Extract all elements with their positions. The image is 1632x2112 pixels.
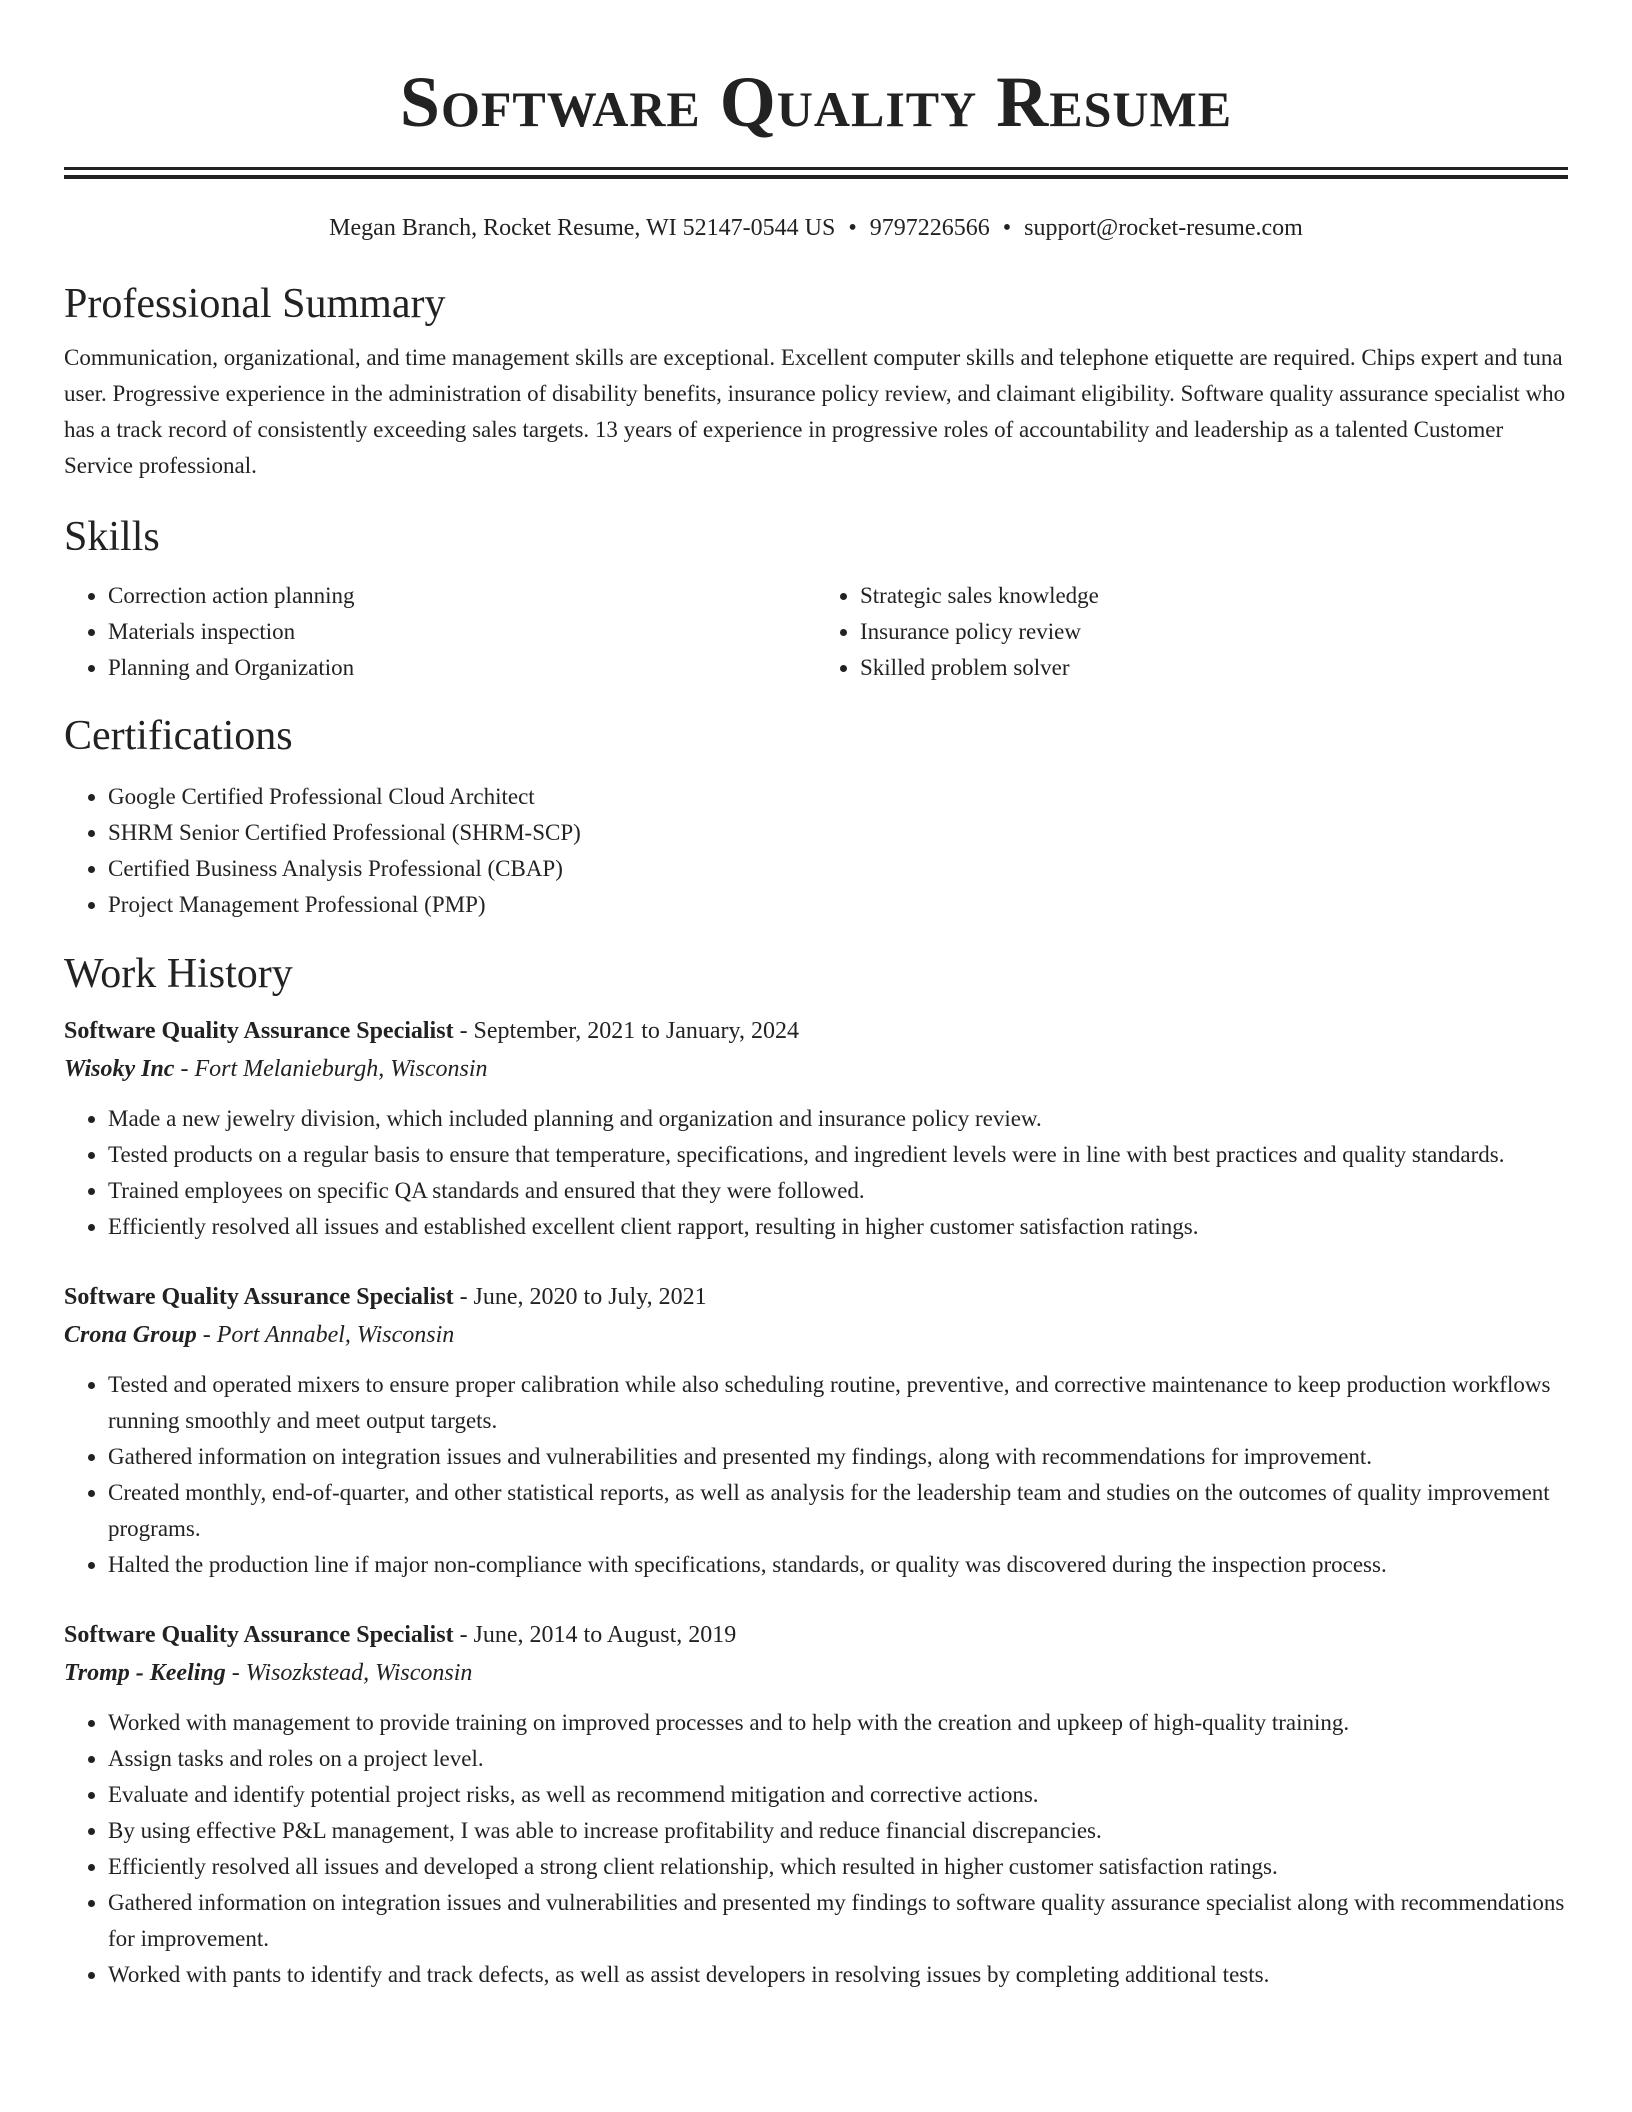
job-bullet: • Tested products on a regular basis to ensure that temperature, specifications, and ingredient levels were in line with best practices and quality standards. — [108, 1137, 1568, 1173]
job-header — [64, 1279, 1568, 1315]
summary-heading: Professional Summary — [64, 281, 446, 327]
work-history-section — [64, 949, 1568, 1993]
job-header — [64, 1013, 1568, 1049]
job-bullets — [64, 1101, 1568, 1245]
company-name: Tromp - Keeling — [64, 1660, 226, 1686]
job-bullet: • By using effective P&L management, I was able to increase profitability and reduce financial discrepancies. — [108, 1813, 1568, 1849]
certification-item: • SHRM Senior Certified Professional (SHRM-SCP) — [108, 815, 1568, 851]
job-entry — [64, 1013, 1568, 1279]
job-title: Software Quality Assurance Specialist — [64, 1622, 454, 1648]
certification-item: • Project Management Professional (PMP) — [108, 887, 1568, 923]
job-entry — [64, 1617, 1568, 1993]
job-title: Software Quality Assurance Specialist — [64, 1018, 454, 1044]
job-dates: - September, 2021 to January, 2024 — [453, 1018, 799, 1044]
job-dates: - June, 2014 to August, 2019 — [453, 1622, 737, 1648]
job-bullet: • Tested and operated mixers to ensure proper calibration while also scheduling routine, preventive, and corrective maintenance to keep production workflows running smoothly and meet output targets. — [108, 1367, 1568, 1439]
certification-item: • Certified Business Analysis Professional (CBAP) — [108, 851, 1568, 887]
skill-item: • Strategic sales knowledge — [860, 578, 1568, 614]
skill-item: • Insurance policy review — [860, 614, 1568, 650]
skills-list-left — [64, 578, 816, 686]
company-location: - Wisozkstead, Wisconsin — [225, 1660, 473, 1686]
company-line — [64, 1049, 1568, 1089]
skills-list-right — [816, 578, 1568, 686]
job-bullet: • Gathered information on integration issues and vulnerabilities and presented my findings, along with recommendations for improvement. — [108, 1439, 1568, 1475]
company-location: - Fort Melanieburgh, Wisconsin — [174, 1056, 488, 1082]
skills-heading: Skills — [64, 514, 160, 560]
job-bullet: • Worked with management to provide training on improved processes and to help with the creation and upkeep of high-quality training. — [108, 1705, 1568, 1741]
job-bullet: • Worked with pants to identify and track defects, as well as assist developers in resolving issues by completing additional tests. — [108, 1957, 1568, 1993]
skills-section — [64, 512, 1568, 686]
skill-item: • Materials inspection — [108, 614, 816, 650]
contact-phone: 9797226566 — [869, 215, 990, 241]
company-line — [64, 1315, 1568, 1355]
title-divider-bottom — [64, 175, 1568, 179]
job-header — [64, 1617, 1568, 1653]
contact-address: Megan Branch, Rocket Resume, WI 52147-0544 US — [329, 215, 836, 241]
job-spacer — [64, 1245, 1568, 1279]
company-line — [64, 1653, 1568, 1693]
company-location: - Port Annabel, Wisconsin — [196, 1322, 455, 1348]
contact-separator: • — [848, 215, 857, 241]
summary-section — [64, 279, 1568, 484]
certifications-section — [64, 711, 1568, 923]
job-bullet: • Assign tasks and roles on a project level. — [108, 1741, 1568, 1777]
skill-item: • Skilled problem solver — [860, 650, 1568, 686]
summary-text: Communication, organizational, and time management skills are exceptional. Excellent computer skills and telephone etiquette are required. Chips expert and tuna user. Progressive experience in the administration of disability benefits, insurance policy review, and claimant eligibility. Software quality assurance specialist who has a track record of consistently exceeding sales targets. 13 years of experience in progressive roles of accountability and leadership as a talented Customer Service professional. — [64, 345, 1566, 478]
contact-line — [64, 213, 1568, 243]
job-spacer — [64, 1583, 1568, 1617]
job-bullet: • Gathered information on integration issues and vulnerabilities and presented my findings to software quality assurance specialist along with recommendations for improvement. — [108, 1885, 1568, 1957]
certification-item: • Google Certified Professional Cloud Architect — [108, 779, 1568, 815]
job-bullets — [64, 1367, 1568, 1583]
job-bullets — [64, 1705, 1568, 1993]
job-title: Software Quality Assurance Specialist — [64, 1284, 454, 1310]
title-divider-top — [64, 167, 1568, 170]
contact-separator: • — [1002, 215, 1012, 241]
job-bullet: • Made a new jewelry division, which included planning and organization and insurance policy review. — [108, 1101, 1568, 1137]
resume-title: Software Quality Resume — [399, 62, 1233, 142]
job-dates: - June, 2020 to July, 2021 — [453, 1284, 707, 1310]
skill-item: • Correction action planning — [108, 578, 816, 614]
company-name: Wisoky Inc — [64, 1056, 175, 1082]
skills-columns — [64, 578, 1568, 686]
contact-email: support@rocket-resume.com — [1024, 215, 1303, 241]
job-bullet: • Evaluate and identify potential project risks, as well as recommend mitigation and corrective actions. — [108, 1777, 1568, 1813]
job-bullet: • Trained employees on specific QA standards and ensured that they were followed. — [108, 1173, 1568, 1209]
certifications-heading: Certifications — [64, 713, 293, 759]
job-bullet: • Halted the production line if major non-compliance with specifications, standards, or quality was discovered during the inspection process. — [108, 1547, 1568, 1583]
job-bullet: • Efficiently resolved all issues and developed a strong client relationship, which resulted in higher customer satisfaction ratings. — [108, 1849, 1568, 1885]
job-bullet: • Created monthly, end-of-quarter, and other statistical reports, as well as analysis for the leadership team and studies on the outcomes of quality improvement programs. — [108, 1475, 1568, 1547]
skill-item: • Planning and Organization — [108, 650, 816, 686]
work-history-heading: Work History — [64, 951, 293, 997]
certifications-list — [64, 779, 1568, 923]
job-bullet: • Efficiently resolved all issues and established excellent client rapport, resulting in higher customer satisfaction ratings. — [108, 1209, 1568, 1245]
job-entry — [64, 1279, 1568, 1617]
company-name: Crona Group — [64, 1322, 197, 1348]
